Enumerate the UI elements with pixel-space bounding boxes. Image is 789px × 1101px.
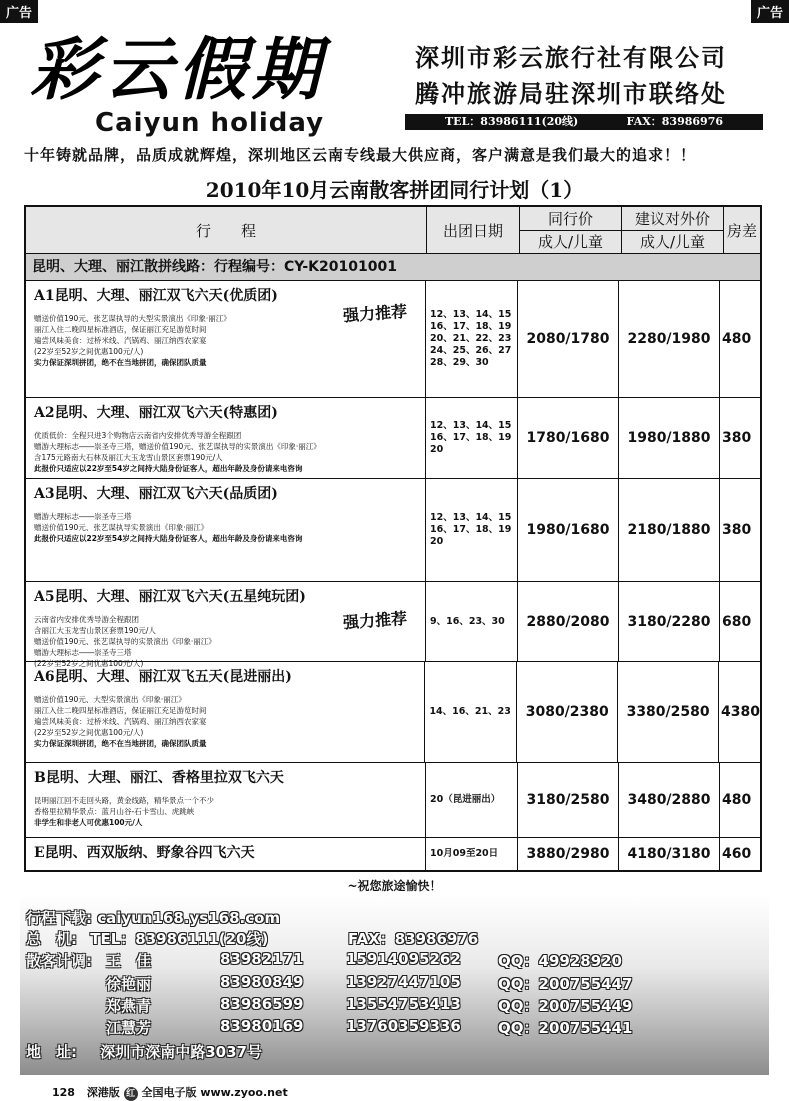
edition-badge: 红 (124, 1087, 138, 1101)
room-surcharge: 380 (722, 430, 752, 446)
site-link[interactable]: 全国电子版 www.zyoo.net (141, 1086, 288, 1099)
header-trade-sub: 成人/儿童 (537, 233, 604, 252)
route-note: 昆明丽江回不走回头路，黄金线路，精华景点一个不少 (34, 796, 214, 805)
ad-tag-left: 广告 (0, 0, 38, 23)
route-note: 赠游大理标志――崇圣寺三塔 (34, 648, 132, 657)
ad-tag-right: 广告 (751, 0, 789, 23)
room-surcharge: 680 (722, 613, 752, 630)
retail-price: 2180/1880 (619, 479, 720, 581)
table-row (26, 398, 760, 479)
date-line: 28、29、30 (430, 357, 489, 368)
departure-dates (426, 763, 518, 837)
retail-price: 1980/1880 (619, 398, 720, 478)
contact-mobile: 15914095262 (346, 950, 461, 968)
table-row (26, 582, 760, 668)
route-note: 赠送价值190元、张艺谋执导实景演出《印象·丽江》 (34, 523, 209, 532)
route-description (26, 479, 426, 581)
route-title: A6昆明、大理、丽江双飞五天(昆进丽出) (34, 669, 292, 685)
main-line (26, 928, 268, 949)
room-surcharge: 4380 (721, 704, 760, 720)
recommend-badge: 强力推荐 (342, 301, 408, 326)
contact-name: 郑燕青 (106, 997, 152, 1015)
company-line-1: 深圳市彩云旅行社有限公司 (415, 44, 727, 72)
contact-tel: 83980169 (220, 1017, 304, 1035)
retail-price: 3480/2880 (619, 763, 720, 837)
route-note: 赠送价值190元、张艺谋执导的实景演出《印象·丽江》 (34, 637, 216, 646)
route-note: 此报价只适应以22岁至54岁之间持大陆身份证客人，超出年龄及身份请来电咨询 (34, 464, 303, 473)
departure-dates (426, 838, 518, 870)
room-surcharge: 480 (722, 792, 752, 808)
retail-price: 3380/2580 (618, 662, 719, 762)
table-header (26, 207, 760, 254)
retail-price: 4180/3180 (619, 838, 720, 870)
header-trade-label: 同行价 (520, 207, 621, 231)
route-description (26, 662, 425, 762)
route-description (26, 582, 426, 668)
route-note: 优质低价：全程只进3个购物店云南省内安排优秀导游全程跟团 (34, 431, 242, 440)
contact-tel: 83980849 (220, 973, 304, 991)
main-fax: FAX：83986976 (348, 930, 479, 948)
date-line: 16、17、18、19 (430, 524, 512, 535)
date-line: 20 (430, 444, 444, 455)
trade-price: 2880/2080 (518, 582, 619, 661)
contact-label: 散客计调: (26, 952, 92, 970)
company-names (415, 40, 727, 112)
route-note: 丽江入住二晚四星标准酒店，保证丽江充足游览时间 (34, 706, 207, 715)
trade-price: 3080/2380 (517, 662, 618, 762)
room-surcharge: 460 (722, 846, 752, 862)
route-note: 含175元路南大石林及丽江大玉龙雪山景区套票190元/人 (34, 453, 223, 462)
address-label: 地 址: (26, 1043, 77, 1061)
route-note: 此报价只适应以22岁至54岁之间持大陆身份证客人，超出年龄及身份请来电咨询 (34, 534, 303, 543)
header-retail-price (622, 207, 724, 253)
departure-dates (426, 479, 518, 581)
footer-contacts (20, 895, 769, 1075)
route-note: 香格里拉精华景点：蓝月山谷-石卡雪山、虎跳峡 (34, 807, 195, 816)
contact-qq: QQ：200755447 (498, 975, 633, 993)
download-line (26, 907, 280, 928)
edition: 深港版 (86, 1086, 120, 1099)
table-rows (26, 281, 760, 870)
route-note: 赠游大理标志――崇圣寺三塔 (34, 512, 132, 521)
route-title: A2昆明、大理、丽江双飞六天(特惠团) (34, 405, 278, 421)
trade-price: 3880/2980 (518, 838, 619, 870)
slogan: 十年铸就品牌，品质成就辉煌，深圳地区云南专线最大供应商，客户满意是我们最大的追求！！ (24, 146, 697, 164)
route-note: 赠送价值190元、张艺谋执导的大型实景演出《印象·丽江》 (34, 314, 231, 323)
table-row (26, 838, 760, 870)
contact-mobile: 13927447105 (346, 973, 461, 991)
page-number: 128 (52, 1086, 75, 1099)
logo-chinese: 彩云假期 (30, 30, 327, 110)
date-line: 20（昆进丽出） (430, 794, 501, 805)
download-label: 行程下载: (26, 909, 92, 927)
header-trade-price (520, 207, 622, 253)
date-line: 14、16、21、23 (429, 706, 511, 717)
contact-name: 江慧芳 (106, 1019, 152, 1037)
route-note: 非学生和非老人可优惠100元/人 (34, 818, 143, 827)
departure-dates (426, 281, 518, 397)
header-tel: TEL：83986111(20线) (445, 115, 579, 128)
room-surcharge: 480 (722, 331, 752, 347)
route-note: (22岁至52岁之间优惠100元/人) (34, 659, 144, 668)
route-note: (22岁至52岁之间优惠100元/人) (34, 728, 144, 737)
company-line-2: 腾冲旅游局驻深圳市联络处 (415, 80, 727, 108)
trade-price: 1780/1680 (518, 398, 619, 478)
date-line: 24、25、26、27 (430, 345, 512, 356)
route-note: 含丽江大玉龙雪山景区套票190元/人 (34, 626, 156, 635)
recommend-badge: 强力推荐 (342, 608, 408, 633)
route-title: E昆明、西双版纳、野象谷四飞六天 (34, 845, 255, 861)
date-line: 20、21、22、23 (430, 333, 512, 344)
date-line: 20 (430, 536, 444, 547)
plan-title: 2010年10月云南散客拼团同行计划（1） (205, 178, 584, 202)
route-note: 云南省内安排优秀导游全程跟团 (34, 615, 139, 624)
date-line: 12、13、14、15 (430, 512, 512, 523)
header-retail-label: 建议对外价 (622, 207, 723, 231)
route-title: A3昆明、大理、丽江双飞六天(品质团) (34, 486, 278, 502)
departure-dates (426, 582, 518, 661)
contact-qq: QQ：200755449 (498, 997, 633, 1015)
contact-tel: 83986599 (220, 995, 304, 1013)
contact-name: 王 佳 (106, 952, 152, 970)
wish-text: ~祝您旅途愉快！ (347, 879, 442, 893)
route-description (26, 281, 426, 397)
table-row (26, 763, 760, 838)
route-note: 丽江入住二晚四星标准酒店，保证丽江充足游览时间 (34, 325, 207, 334)
header-date: 出团日期 (427, 207, 520, 253)
header-fax: FAX：83986976 (626, 115, 723, 128)
table-row (26, 281, 760, 398)
route-note: 遍尝风味美食：过桥米线、汽锅鸡、丽江纳西农家宴 (34, 717, 207, 726)
main-label: 总 机: (26, 930, 77, 948)
table-row (26, 479, 760, 582)
retail-price: 3180/2280 (619, 582, 720, 661)
header-room: 房差 (726, 221, 757, 240)
table-row (26, 662, 760, 763)
route-notes (34, 430, 417, 474)
route-note: (22岁至52岁之间优惠100元/人) (34, 347, 144, 356)
retail-price: 2280/1980 (619, 281, 720, 397)
route-title: B昆明、大理、丽江、香格里拉双飞六天 (34, 770, 284, 786)
header-route: 行 程 (26, 207, 427, 253)
date-line: 9、16、23、30 (430, 615, 505, 627)
date-line: 16、17、18、19 (430, 321, 512, 332)
address-value: 深圳市深南中路3037号 (100, 1043, 262, 1061)
contact-qq: QQ：200755441 (498, 1019, 633, 1037)
route-title: A5昆明、大理、丽江双飞六天(五星纯玩团) (34, 589, 306, 605)
trade-price: 3180/2580 (518, 763, 619, 837)
logo-english: Caiyun holiday (95, 108, 325, 138)
route-note: 赠游大理标志――崇圣寺三塔，赠送价值190元、张艺谋执导的实景演出《印象·丽江》 (34, 442, 321, 451)
route-description (26, 398, 426, 478)
route-note: 赠送价值190元、大型实景演出《印象·丽江》 (34, 695, 186, 704)
route-note: 遍尝风味美食：过桥米线、汽锅鸡、丽江纳西农家宴 (34, 336, 207, 345)
date-line: 16、17、18、19 (430, 432, 512, 443)
download-url[interactable]: caiyun168.ys168.com (97, 909, 281, 927)
date-line: 10月09至20日 (430, 848, 499, 859)
route-notes (34, 795, 417, 828)
room-surcharge: 380 (722, 522, 752, 538)
itinerary-table (24, 205, 762, 872)
contact-tel: 83982171 (220, 950, 304, 968)
route-description (26, 838, 426, 870)
contact-mobile: 13554753413 (346, 995, 461, 1013)
contact-bar (405, 114, 763, 130)
route-note: 实力保证深圳拼团，绝不在当地拼团，确保团队质量 (34, 358, 207, 367)
departure-dates (426, 398, 518, 478)
main-tel: TEL：83986111(20线) (90, 930, 269, 948)
route-line: 昆明、大理、丽江散拼线路：行程编号：CY-K20101001 (26, 254, 760, 281)
contact-name: 徐艳丽 (106, 975, 152, 993)
route-description (26, 763, 426, 837)
contact-mobile: 13760359336 (346, 1017, 461, 1035)
departure-dates (425, 662, 517, 762)
trade-price: 1980/1680 (518, 479, 619, 581)
date-line: 12、13、14、15 (430, 420, 512, 431)
route-notes (34, 694, 416, 749)
date-line: 12、13、14、15 (430, 309, 512, 320)
trade-price: 2080/1780 (518, 281, 619, 397)
address-line (26, 1041, 262, 1062)
route-title: A1昆明、大理、丽江双飞六天(优质团) (34, 288, 278, 304)
contact-qq: QQ：49928920 (498, 952, 622, 970)
header-retail-sub: 成人/儿童 (639, 233, 706, 252)
bottom-bar (52, 1084, 288, 1101)
route-notes (34, 511, 417, 544)
route-note: 实力保证深圳拼团，绝不在当地拼团，确保团队质量 (34, 739, 207, 748)
